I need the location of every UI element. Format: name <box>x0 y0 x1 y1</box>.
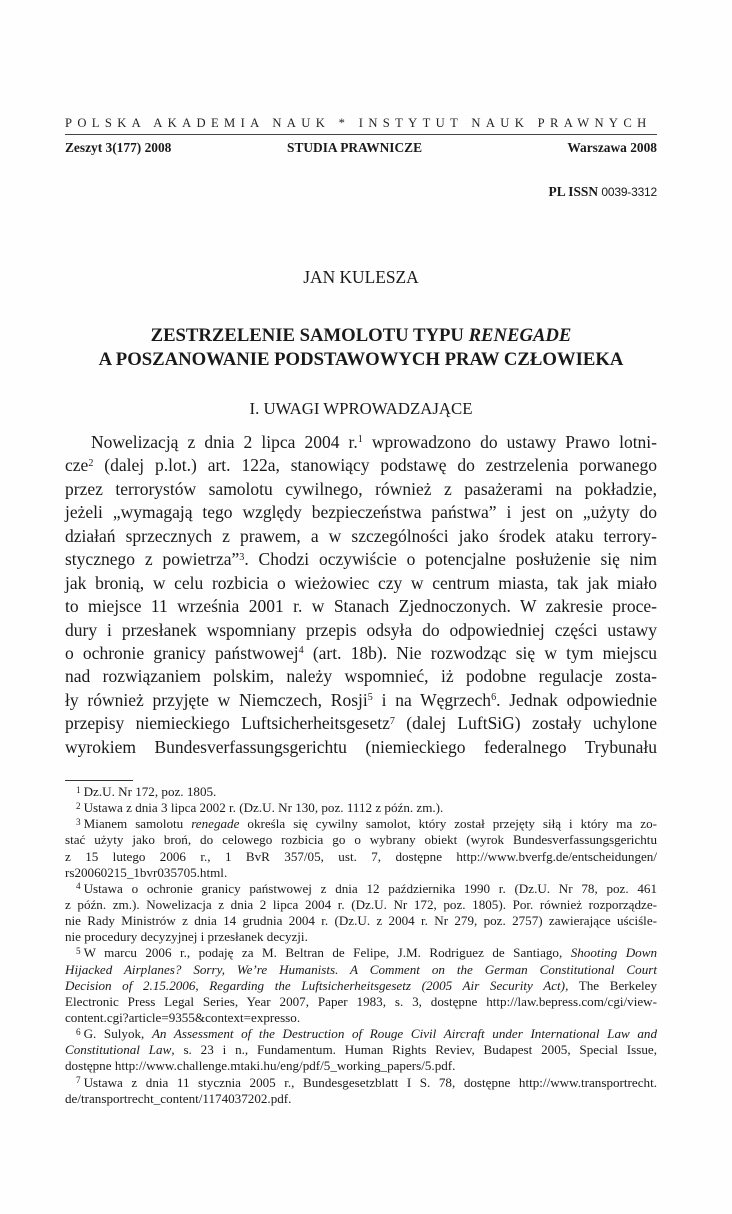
body-line <box>65 712 657 735</box>
text-run: i na Węgrzech <box>372 689 492 710</box>
title-line-1 <box>65 324 657 348</box>
footnote-reference[interactable]: 2 <box>88 457 94 469</box>
footnote-line <box>65 962 657 978</box>
text-run: o ochronie granicy państwowej <box>65 642 299 663</box>
body-line <box>65 478 657 501</box>
text-run: cze <box>65 455 89 476</box>
footnote-line <box>65 816 657 832</box>
footnote-number: 6 <box>76 1026 81 1037</box>
footnote-6 <box>65 1026 657 1074</box>
text-run: de/transportrecht_content/1174037202.pdf. <box>65 1090 292 1106</box>
footnote-3 <box>65 816 657 881</box>
issn-label: PL ISSN <box>548 184 599 199</box>
issue-info-row <box>65 140 657 158</box>
italic-text: Hijacked Airplanes? Sorry, We’re Humanists. A Comment on the German Constitutional Court <box>65 961 657 977</box>
text-run: przepisy niemieckiego Luftsicherheitsgesetz <box>65 713 390 734</box>
footnote-line <box>65 897 657 913</box>
footnote-number: 4 <box>76 881 81 892</box>
footnote-line <box>65 1042 657 1058</box>
body-line <box>65 431 657 454</box>
text-run: to miejsce 11 września 2001 r. w Stanach Zjednoczonych. W zakresie proce- <box>65 596 657 617</box>
text-run: działań sprzecznych z prawem, a w szczególności jako środek ataku terrory- <box>65 525 657 546</box>
footnotes <box>65 784 657 1107</box>
body-line <box>65 642 657 665</box>
text-run: (art. 18b). Nie rozwodząc się w tym miejscu <box>303 642 657 663</box>
text-run: W marcu 2006 r., podaję za M. Beltran de Felipe, J.M. Rodriguez de Santiago, <box>83 945 571 961</box>
text-run: z późn. zm.). Nowelizacja z dnia 2 lipca 2004 r. (Dz.U. Nr 172, poz. 1805). Por. również rozporządze- <box>65 896 657 912</box>
issue-number: Zeszyt 3(177) 2008 <box>65 140 172 155</box>
text-run: (dalej LuftSiG) zostały uchylone <box>394 713 657 734</box>
text-run: . Jednak odpowiednie <box>496 689 657 710</box>
article-title <box>65 324 657 372</box>
text-run: przez terrorystów samolotu cywilnego, również z pasażerami na pokładzie, <box>65 478 657 499</box>
title-line-1-regular: ZESTRZELENIE SAMOLOTU TYPU <box>150 325 469 346</box>
footnote-line <box>65 881 657 897</box>
text-run: (dalej p.lot.) art. 122a, stanowiący podstawę do zestrzelenia porwanego <box>93 455 657 476</box>
footnote-line <box>65 1058 657 1074</box>
article-author: JAN KULESZA <box>303 267 419 287</box>
text-run: . Chodzi oczywiście o potencjalne posłużenie się nim <box>244 549 657 570</box>
text-run: określa się cywilny samolot, który został przejęty siłą i który ma zo- <box>239 816 657 832</box>
footnote-line <box>65 865 657 881</box>
body-paragraph <box>65 431 657 759</box>
body-line <box>65 454 657 477</box>
footnote-number: 7 <box>76 1075 81 1086</box>
text-run: rs20060215_1bvr035705.html. <box>65 864 228 880</box>
footnote-line <box>65 913 657 929</box>
footnote-reference[interactable]: 5 <box>367 692 373 704</box>
header-rule <box>65 134 657 135</box>
text-run: Nowelizacją z dnia 2 lipca 2004 r. <box>91 432 358 452</box>
footnote-reference[interactable]: 4 <box>298 645 304 657</box>
text-run: nad rozwiązaniem polskim, należy wspomnieć, iż podobne regulacje zosta- <box>65 666 657 687</box>
text-run: dury i przesłanek wspomniany przepis odsyła do odpowiedniej części ustawy <box>65 619 657 640</box>
issn <box>549 184 657 200</box>
footnote-line <box>65 945 657 961</box>
text-run: jak bronią, w celu rozbicia o wieżowiec czy w centrum miasta, tak jak miało <box>65 572 657 593</box>
body-line <box>65 689 657 712</box>
text-run: nie procedury decyzyjnej i przesłanek decyzji. <box>65 929 308 945</box>
footnote-2 <box>65 800 657 816</box>
footnote-number: 1 <box>76 784 81 795</box>
footnote-reference[interactable]: 7 <box>389 715 395 727</box>
text-run: jeżeli „wymagają tego względy bezpieczeństwa państwa” i jest on „użyty do <box>65 502 657 523</box>
text-run: Mianem samolotu <box>83 816 192 832</box>
text-run: stać użyty jako broń, do celowego rozbicia go o wybrany obiekt (wyrok Bundesverfassungsgerichtu <box>65 832 657 848</box>
text-run: , s. 23 i n., Fundamentum. Human Rights Reviev, Budapest 2005, Special Issue, <box>171 1042 657 1058</box>
footnote-line <box>65 978 657 994</box>
footnote-number: 5 <box>76 945 81 956</box>
footnote-reference[interactable]: 3 <box>239 551 245 563</box>
title-line-2: A POSZANOWANIE PODSTAWOWYCH PRAW CZŁOWIEKA <box>98 349 624 370</box>
journal-masthead: POLSKA AKADEMIA NAUK * INSTYTUT NAUK PRAWNYCH <box>65 116 652 130</box>
footnote-line <box>65 832 657 848</box>
footnote-line <box>65 929 657 945</box>
footnote-line <box>65 994 657 1010</box>
footnote-1 <box>65 784 657 800</box>
body-line <box>65 595 657 618</box>
text-run: Ustawa o ochronie granicy państwowej z dnia 12 października 1990 r. (Dz.U. Nr 78, poz. 461 <box>83 880 657 896</box>
italic-text: Decision of 2.15.2006, Regarding the Luftsicherheitsgesetz (2005 Air Security Act) <box>65 977 566 993</box>
footnote-line <box>65 1010 657 1026</box>
italic-text: Shooting Down <box>570 945 657 961</box>
title-line-1-italic: RENEGADE <box>468 325 572 346</box>
text-run: nie Rady Ministrów z dnia 14 grudnia 2004 r. (Dz.U. z 2004 r. Nr 279, poz. 2757) zawierające uściśle- <box>65 913 657 929</box>
footnote-4 <box>65 881 657 946</box>
footnote-line <box>65 1091 657 1107</box>
text-run: dostępne http://www.challenge.mtaki.hu/eng/pdf/5_working_papers/5.pdf. <box>65 1058 456 1074</box>
body-line <box>65 525 657 548</box>
italic-text: renegade <box>191 816 240 832</box>
body-line <box>65 619 657 642</box>
footnote-reference[interactable]: 1 <box>357 434 363 446</box>
footnote-line <box>65 1075 657 1091</box>
body-line <box>65 736 657 759</box>
body-line <box>65 548 657 571</box>
text-run: ły również przyjęte w Niemczech, Rosji <box>65 689 368 710</box>
body-line <box>65 572 657 595</box>
text-run: content.cgi?article=9355&context=expresso. <box>65 1009 301 1025</box>
text-run: z 15 lutego 2006 r., 1 BvR 357/05, ust. 7, dostępne http://www.bverfg.de/entscheidungen/ <box>65 848 657 864</box>
body-line <box>65 665 657 688</box>
footnote-7 <box>65 1075 657 1107</box>
footnote-line <box>65 849 657 865</box>
footnote-number: 3 <box>76 816 81 827</box>
place-year: Warszawa 2008 <box>567 140 657 155</box>
issn-number: 0039-3312 <box>601 185 657 199</box>
text-run: wyrokiem Bundesverfassungsgerichtu (niemieckiego federalnego Trybunału <box>65 736 657 757</box>
text-run: wprowadzono do ustawy Prawo lotni- <box>362 432 657 452</box>
text-run: stycznego z powietrza” <box>65 549 240 570</box>
italic-text: An Assessment of the Destruction of Rouge Civil Aircraft under International Law and <box>151 1026 657 1042</box>
text-run: Ustawa z dnia 3 lipca 2002 r. (Dz.U. Nr 130, poz. 1112 z późn. zm.). <box>83 800 444 816</box>
footnote-5 <box>65 945 657 1026</box>
footnote-line <box>65 784 657 800</box>
body-line <box>65 501 657 524</box>
text-run: G. Sulyok, <box>83 1026 152 1042</box>
section-heading: I. UWAGI WPROWADZAJĄCE <box>249 399 473 418</box>
journal-name: STUDIA PRAWNICZE <box>287 140 423 155</box>
text-run: Electronic Press Legal Series, Year 2007, Paper 1983, s. 3, dostępne http://law.bepress.com/cgi/view- <box>65 993 657 1009</box>
italic-text: Constitutional Law <box>65 1042 172 1058</box>
text-run: , The Berkeley <box>565 977 657 993</box>
footnote-line <box>65 800 657 816</box>
footnote-number: 2 <box>76 800 81 811</box>
footnote-line <box>65 1026 657 1042</box>
text-run: Dz.U. Nr 172, poz. 1805. <box>83 784 217 799</box>
footnote-separator <box>65 780 133 781</box>
footnote-reference[interactable]: 6 <box>491 692 497 704</box>
text-run: Ustawa z dnia 11 stycznia 2005 r., Bundesgesetzblatt I S. 78, dostępne http://www.transportrecht. <box>83 1074 657 1090</box>
